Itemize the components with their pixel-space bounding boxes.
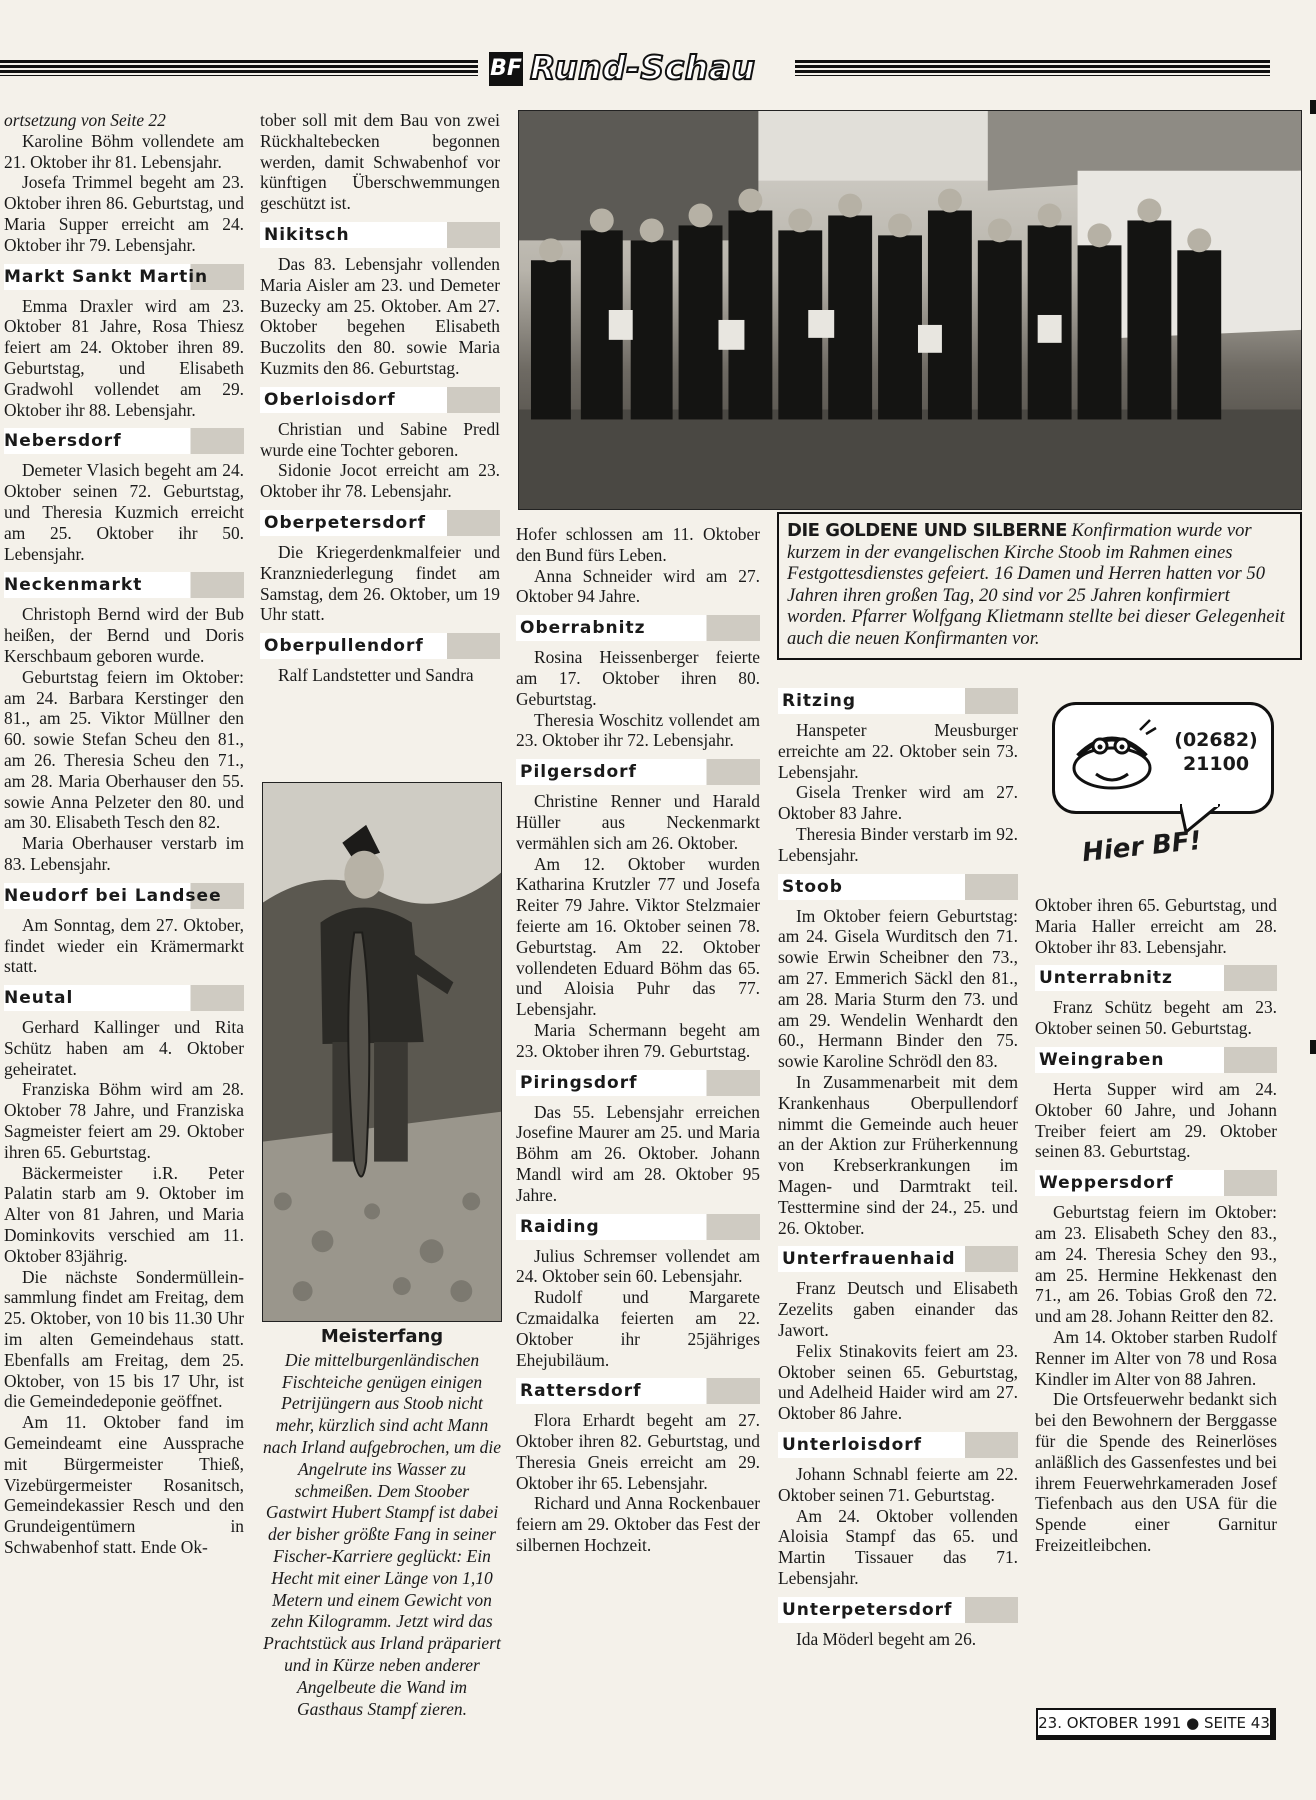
paragraph: Rosina Heissenberger feierte am 17. Oktober ihren 80. Geburtstag. <box>516 647 760 709</box>
fisherman-illustration <box>263 783 501 1321</box>
paragraph: Hanspeter Meusburger erreichte am 22. Oktober sein 73. Lebensjahr. <box>778 720 1018 782</box>
phone-area-code: (02682) <box>1174 729 1258 751</box>
bf-logo: BF <box>489 52 523 86</box>
heading-neudorf-bei-landsee: Neudorf bei Landsee <box>4 883 244 909</box>
paragraph: Am 11. Oktober fand im Gemeindeamt eine Aussprache mit Bürgermeister Thieß, Vizebürgermeister Rosanitsch, Gemeindekassier Resch und den Grundeigentümern in Schwabenhof statt. Ende Ok- <box>4 1412 244 1558</box>
fish-caption-text: Die mittelburgenländischen Fischteiche genügen einigen Petrijüngern aus Stoob nicht mehr, kürzlich sind acht Mann nach Irland aufgebrochen, um die Angelrute ins Wasser zu schmeißen. Dem Stoober Gastwirt Hubert Stampf ist dabei der bisher größte Fang in seiner Fischer-Karriere geglückt: Ein Hecht mit einer Länge von 1,10 Metern und einem Gewicht von zehn Kilogramm. Jetzt wird das Prachtstück aus Irland präpariert und in Kürze neben anderer Angelbeute die Wand im Gasthaus Stampf zieren. <box>263 1349 501 1719</box>
paragraph: Oktober ihren 65. Geburtstag, und Maria Haller erreicht am 28. Oktober ihr 83. Lebensjahr. <box>1035 895 1277 957</box>
paragraph: Rudolf und Margarete Czmaidalka feierten am 22. Oktober ihr 25jähriges Ehejubiläum. <box>516 1287 760 1370</box>
fish-caption-title: Meisterfang <box>320 1326 444 1347</box>
paragraph: Richard und Anna Rockenbauer feiern am 29. Oktober das Fest der silbernen Hochzeit. <box>516 1493 760 1556</box>
group-photo-caption <box>777 512 1302 660</box>
paragraph: Franz Schütz begeht am 23. Oktober seinen 50. Geburtstag. <box>1035 997 1277 1039</box>
paragraph: Julius Schremser vollendet am 24. Oktober sein 60. Lebensjahr. <box>516 1245 760 1287</box>
paragraph: Theresia Binder verstarb im 92. Lebensjahr. <box>778 823 1018 865</box>
paragraph: Felix Stinakovits feiert am 23. Oktober seinen 65. Geburtstag, und Adelheid Haider wird am 27. Oktober 86 Jahre. <box>778 1340 1018 1424</box>
paragraph: Flora Erhardt begeht am 27. Oktober ihren 82. Geburtstag, und Theresia Gneis erreicht am 29. Oktober ihr 65. Lebensjahr. <box>516 1410 760 1493</box>
paragraph: Am 12. Oktober wurden Katharina Krutzler 77 und Josefa Reiter 79 Jahre. Viktor Stelzmaier feierte am 16. Oktober seinen 78. Geburtstag. Am 22. Oktober vollendeten Eduard Böhm das 65. und Aloisia Puhr das 77. Lebensjahr. <box>516 853 760 1020</box>
paragraph: Johann Schnabl feierte am 22. Oktober seinen 71. Geburtstag. <box>778 1463 1018 1505</box>
heading-unterrabnitz: Unterrabnitz <box>1035 965 1277 991</box>
paragraph: Karoline Böhm vollendete am 21. Oktober ihr 81. Lebensjahr. <box>4 130 244 172</box>
column-4 <box>778 680 1018 1649</box>
paragraph: Ida Möderl begeht am 26. <box>796 1628 977 1649</box>
column-5 <box>1035 895 1277 1556</box>
paragraph: Im Oktober feiern Geburtstag: am 24. Gisela Wurditsch den 71. sowie Erwin Scheibner den 73., am 27. Emmerich Säckl den 81., am 28. Maria Sturm den 73. und am 29. Wendelin Wenhardt den 60., Hermann Binder den 75. sowie Karoline Schrödl den 83. <box>778 905 1018 1072</box>
paragraph: Die nächste Sondermülleinsammlung findet am Freitag, dem 25. Oktober, von 10 bis 11.30 Uhr im alten Gemeindehaus statt. Ebenfalls am Freitag, dem 25. Oktober, von 15 bis 17 Uhr, ist die Gemeindedeponie geöffnet. <box>4 1266 244 1412</box>
edge-mark <box>1310 100 1316 114</box>
edge-mark <box>1310 1040 1316 1054</box>
paragraph: Gerhard Kallinger und Rita Schütz haben am 4. Oktober geheiratet. <box>4 1017 244 1079</box>
fish-photo-caption <box>262 1326 502 1720</box>
column-1 <box>4 110 244 1558</box>
heading-rattersdorf: Rattersdorf <box>516 1378 760 1404</box>
paragraph: Anna Schneider wird am 27. Oktober 94 Jahre. <box>516 565 760 607</box>
hotline-box <box>1050 700 1280 876</box>
paragraph: Am Sonntag, dem 27. Oktober, findet wieder ein Krämermarkt statt. <box>4 914 244 977</box>
heading-neckenmarkt: Neckenmarkt <box>4 572 244 598</box>
heading-weingraben: Weingraben <box>1035 1047 1277 1073</box>
paragraph: Das 83. Lebensjahr vollenden Maria Aisler am 23. und Demeter Buzecky am 25. Oktober. Am 27. Oktober begehen Elisabeth Buczolits den 80. sowie Maria Kuzmits den 86. Geburtstag. <box>260 253 500 378</box>
heading-nebersdorf: Nebersdorf <box>4 428 244 454</box>
page-footer: 23. OKTOBER 1991 ● SEITE 43 <box>1036 1708 1276 1740</box>
paragraph: Hofer schlossen am 11. Oktober den Bund fürs Leben. <box>516 524 760 565</box>
heading-stoob: Stoob <box>778 874 1018 900</box>
heading-ritzing: Ritzing <box>778 688 1018 714</box>
paragraph: Christine Renner und Harald Hüller aus Neckenmarkt vermählen sich am 26. Oktober. <box>516 791 760 853</box>
paragraph: Ralf Landstetter und Sandra <box>278 665 474 686</box>
paragraph: Das 55. Lebensjahr erreichen Josefine Maurer am 25. und Maria Böhm am 26. Oktober. Johann Mandl wird am 28. Oktober 95 Jahre. <box>516 1101 760 1205</box>
heading-unterpetersdorf: Unterpetersdorf <box>778 1597 1018 1623</box>
column-3 <box>516 524 760 1556</box>
heading-markt-sankt-martin: Markt Sankt Martin <box>4 264 244 290</box>
paragraph: Die Kriegerdenkmalfeier und Kranzniederlegung findet am Samstag, dem 26. Oktober, um 19 Uhr statt. <box>260 541 500 625</box>
group-photo-illustration <box>519 111 1301 509</box>
hotline-slogan: Hier BF! <box>1080 825 1203 869</box>
paragraph: Demeter Vlasich begeht am 24. Oktober seinen 72. Geburtstag, und Theresia Kuzmich erreicht am 25. Oktober ihr 50. Lebensjahr. <box>4 460 244 564</box>
heading-unterloisdorf: Unterloisdorf <box>778 1432 1018 1458</box>
heading-raiding: Raiding <box>516 1214 760 1240</box>
section-title: Rund-Schau <box>530 48 756 87</box>
hotline-phone <box>1168 728 1264 776</box>
paragraph: Franz Deutsch und Elisabeth Zezelits gaben einander das Jawort. <box>778 1278 1018 1340</box>
paragraph: tober soll mit dem Bau von zwei Rückhaltebecken begonnen werden, damit Schwabenhof vor künftigen Überschwemmungen geschützt ist. <box>260 110 500 214</box>
paragraph: Franziska Böhm wird am 28. Oktober 78 Jahre, und Franziska Sagmeister feiert am 29. Oktober ihren 65. Geburtstag. <box>4 1079 244 1162</box>
paragraph: Am 14. Oktober starben Rudolf Renner im Alter von 78 und Rosa Kindler im Alter von 88 Jahren. <box>1035 1326 1277 1389</box>
paragraph: In Zusammenarbeit mit dem Krankenhaus Oberpullendorf nimmt die Gemeinde auch heuer an der Aktion zur Früherkennung von Krebserkrankungen im Magen- und Darmtrakt teil. Testtermine sind der 24., 25. und 26. Oktober. <box>778 1071 1018 1238</box>
fisherman-photo <box>262 782 502 1322</box>
paragraph: Die Ortsfeuerwehr bedankt sich bei den Bewohnern der Berggasse für die Spende des Reinerlöses anläßlich des Gassenfestes und bei ihrem Feuerwehrkameraden Josef Tiefenbach aus den USA für die Spende einer Garnitur Freizeitleibchen. <box>1035 1389 1277 1555</box>
heading-oberrabnitz: Oberrabnitz <box>516 615 760 641</box>
heading-unterfrauenhaid: Unterfrauenhaid <box>778 1246 1018 1272</box>
telephone-mascot-icon <box>1066 716 1158 796</box>
continuation-note: ortsetzung von Seite 22 <box>4 110 166 130</box>
confirmation-group-photo <box>518 110 1302 510</box>
paragraph: Gisela Trenker wird am 27. Oktober 83 Jahre. <box>778 782 1018 824</box>
heading-oberpetersdorf: Oberpetersdorf <box>260 510 500 536</box>
paragraph: Christian und Sabine Predl wurde eine Tochter geboren. <box>260 418 500 460</box>
paragraph: Maria Oberhauser verstarb im 83. Lebensjahr. <box>4 833 244 874</box>
heading-oberloisdorf: Oberloisdorf <box>260 387 500 413</box>
paragraph: Geburtstag feiern im Oktober: am 24. Barbara Kerstinger den 81., am 25. Viktor Müllner den 60. sowie Stefan Scheu den 81., am 26. Theresia Scheu den 71., am 28. Maria Oberhauser den 55. sowie Anna Pelzeter den 80. und am 30. Elisabeth Tesch den 82. <box>4 666 244 833</box>
masthead-rule-left <box>0 60 478 76</box>
heading-pilgersdorf: Pilgersdorf <box>516 759 760 785</box>
caption-lead: DIE GOLDENE UND SILBERNE <box>787 520 1067 541</box>
phone-number: 21100 <box>1182 753 1250 775</box>
paragraph: Christoph Bernd wird der Bub heißen, der Bernd und Doris Kerschbaum geboren wurde. <box>4 604 244 666</box>
paragraph: Emma Draxler wird am 23. Oktober 81 Jahre, Rosa Thiesz feiert am 24. Oktober ihren 89. Geburtstag, und Elisabeth Gradwohl vollendet am 29. Oktober ihr 88. Lebensjahr. <box>4 295 244 420</box>
heading-piringsdorf: Piringsdorf <box>516 1070 760 1096</box>
masthead <box>0 48 1316 96</box>
heading-neutal: Neutal <box>4 985 244 1011</box>
paragraph: Bäckermeister i.R. Peter Palatin starb am 9. Oktober im Alter von 81 Jahren, und Maria Dominkovits verschied am 11. Oktober 83jährig. <box>4 1162 244 1266</box>
paragraph: Herta Supper wird am 24. Oktober 60 Jahre, und Johann Treiber feiert am 29. Oktober seinen 83. Geburtstag. <box>1035 1078 1277 1162</box>
heading-weppersdorf: Weppersdorf <box>1035 1170 1277 1196</box>
paragraph: Maria Schermann begeht am 23. Oktober ihren 79. Geburtstag. <box>516 1019 760 1061</box>
caption-text: Konfirmation wurde vor kurzem in der evangelischen Kirche Stoob im Rahmen eines Festgottesdienstes gefeiert. 16 Damen und Herren hatten vor 50 Jahren ihren großen Tag, 20 sind vor 25 Jahren konfirmiert worden. Pfarrer Wolfgang Klietmann stellte bei dieser Gelegenheit auch die neuen Konfirmanten vor. <box>787 520 1285 649</box>
masthead-rule-right <box>795 60 1270 76</box>
heading-oberpullendorf: Oberpullendorf <box>260 633 500 659</box>
paragraph: Theresia Woschitz vollendet am 23. Oktober ihr 72. Lebensjahr. <box>516 709 760 751</box>
paragraph: Sidonie Jocot erreicht am 23. Oktober ihr 78. Lebensjahr. <box>260 460 500 502</box>
heading-nikitsch: Nikitsch <box>260 222 500 248</box>
paragraph: Geburtstag feiern im Oktober: am 23. Elisabeth Schey den 83., am 24. Theresia Schey den 93., am 25. Hermine Hekkenast den 71., am 26. Tobias Groß den 72. und am 28. Johann Reitter den 82. <box>1035 1202 1277 1327</box>
column-2 <box>260 110 500 686</box>
paragraph: Josefa Trimmel begeht am 23. Oktober ihren 86. Geburtstag, und Maria Supper erreicht am 24. Oktober ihr 79. Lebensjahr. <box>4 172 244 255</box>
paragraph: Am 24. Oktober vollenden Aloisia Stampf das 65. und Martin Tissauer das 71. Lebensjahr. <box>778 1505 1018 1588</box>
